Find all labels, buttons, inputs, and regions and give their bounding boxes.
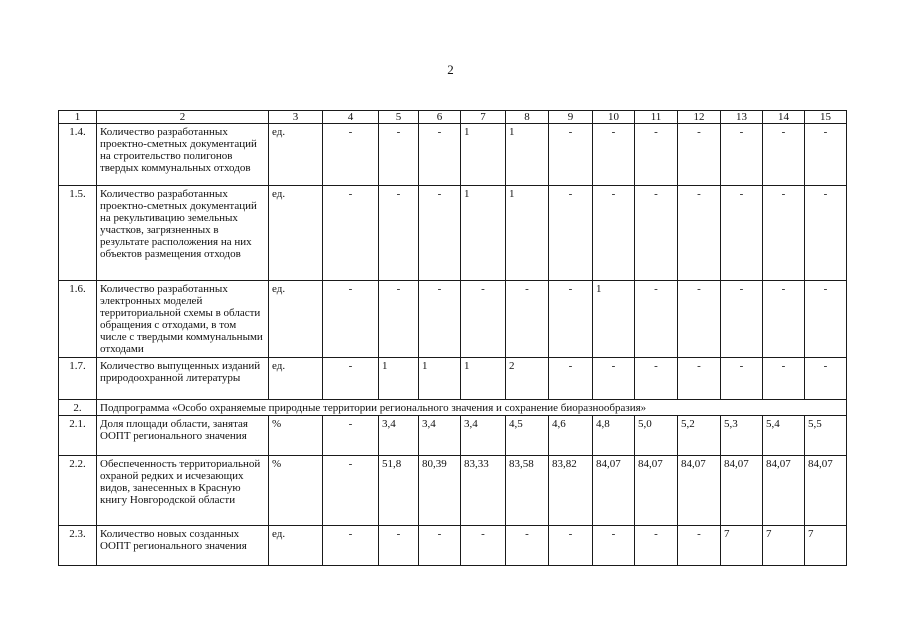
value-cell: -	[379, 281, 419, 358]
value-cell: -	[506, 281, 549, 358]
header-cell: 15	[805, 111, 847, 124]
row-number-cell: 1.6.	[59, 281, 97, 358]
value-cell: 80,39	[419, 456, 461, 526]
value-cell: 2	[506, 358, 549, 400]
header-cell: 8	[506, 111, 549, 124]
value-cell: 5,4	[763, 416, 805, 456]
value-cell: -	[549, 186, 593, 281]
value-cell: -	[635, 124, 678, 186]
value-cell: -	[419, 186, 461, 281]
value-cell: -	[678, 186, 721, 281]
value-cell: -	[635, 358, 678, 400]
value-cell: -	[635, 281, 678, 358]
header-cell: 10	[593, 111, 635, 124]
value-cell: -	[323, 186, 379, 281]
row-number-cell: 1.4.	[59, 124, 97, 186]
value-cell: -	[549, 526, 593, 566]
table-row	[59, 186, 847, 281]
table-row	[59, 358, 847, 400]
header-cell: 3	[269, 111, 323, 124]
value-cell: -	[323, 526, 379, 566]
header-cell: 14	[763, 111, 805, 124]
table-body	[59, 111, 847, 566]
value-cell: -	[678, 281, 721, 358]
value-cell: 1	[506, 124, 549, 186]
unit-cell: ед.	[269, 526, 323, 566]
value-cell: -	[678, 526, 721, 566]
indicator-name-cell: Количество выпущенных изданий природоохранной литературы	[97, 358, 269, 400]
value-cell: -	[805, 281, 847, 358]
indicator-name-cell: Количество разработанных электронных моделей территориальной схемы в области обращения с отходами, в том числе с твердыми коммунальными отходами	[97, 281, 269, 358]
value-cell: 84,07	[593, 456, 635, 526]
unit-cell: ед.	[269, 358, 323, 400]
value-cell: -	[379, 526, 419, 566]
value-cell: -	[635, 526, 678, 566]
value-cell: 83,82	[549, 456, 593, 526]
value-cell: 5,3	[721, 416, 763, 456]
value-cell: 4,5	[506, 416, 549, 456]
value-cell: 1	[461, 124, 506, 186]
value-cell: -	[419, 281, 461, 358]
value-cell: -	[635, 186, 678, 281]
unit-cell: %	[269, 456, 323, 526]
subprogram-row	[59, 400, 847, 416]
value-cell: 5,0	[635, 416, 678, 456]
row-number-cell: 2.2.	[59, 456, 97, 526]
header-row	[59, 111, 847, 124]
value-cell: 5,2	[678, 416, 721, 456]
table-row	[59, 456, 847, 526]
value-cell: -	[506, 526, 549, 566]
value-cell: -	[323, 358, 379, 400]
indicator-name-cell: Доля площади области, занятая ООПТ регионального значения	[97, 416, 269, 456]
value-cell: 1	[593, 281, 635, 358]
value-cell: -	[461, 281, 506, 358]
row-number-cell: 2.1.	[59, 416, 97, 456]
indicator-name-cell: Количество разработанных проектно-сметных документаций на рекультивацию земельных участков, загрязненных в результате расположения на них объектов размещения отходов	[97, 186, 269, 281]
header-cell: 2	[97, 111, 269, 124]
value-cell: -	[461, 526, 506, 566]
value-cell: 1	[461, 358, 506, 400]
header-cell: 1	[59, 111, 97, 124]
value-cell: -	[805, 186, 847, 281]
value-cell: -	[379, 186, 419, 281]
header-cell: 11	[635, 111, 678, 124]
header-cell: 12	[678, 111, 721, 124]
value-cell: 4,8	[593, 416, 635, 456]
indicator-name-cell: Обеспеченность территориальной охраной редких и исчезающих видов, занесенных в Красную книгу Новгородской области	[97, 456, 269, 526]
header-cell: 4	[323, 111, 379, 124]
header-cell: 13	[721, 111, 763, 124]
value-cell: 1	[419, 358, 461, 400]
value-cell: 3,4	[461, 416, 506, 456]
table-row	[59, 416, 847, 456]
value-cell: 84,07	[805, 456, 847, 526]
value-cell: -	[678, 124, 721, 186]
value-cell: -	[593, 124, 635, 186]
table-row	[59, 281, 847, 358]
value-cell: -	[549, 124, 593, 186]
value-cell: 3,4	[419, 416, 461, 456]
value-cell: -	[419, 526, 461, 566]
header-cell: 5	[379, 111, 419, 124]
value-cell: -	[323, 456, 379, 526]
header-cell: 7	[461, 111, 506, 124]
value-cell: -	[805, 358, 847, 400]
value-cell: 51,8	[379, 456, 419, 526]
value-cell: -	[805, 124, 847, 186]
page-number: 2	[447, 62, 454, 77]
value-cell: -	[419, 124, 461, 186]
value-cell: -	[678, 358, 721, 400]
subprogram-title-cell: Подпрограмма «Особо охраняемые природные территории регионального значения и сохранение биоразнообразия»	[97, 400, 847, 416]
value-cell: 84,07	[635, 456, 678, 526]
unit-cell: %	[269, 416, 323, 456]
value-cell: -	[721, 281, 763, 358]
value-cell: -	[379, 124, 419, 186]
value-cell: 7	[763, 526, 805, 566]
unit-cell: ед.	[269, 186, 323, 281]
value-cell: -	[593, 526, 635, 566]
value-cell: 84,07	[721, 456, 763, 526]
row-number-cell: 1.7.	[59, 358, 97, 400]
row-number-cell: 2.3.	[59, 526, 97, 566]
unit-cell: ед.	[269, 124, 323, 186]
value-cell: -	[721, 124, 763, 186]
table-row	[59, 124, 847, 186]
row-number-cell: 2.	[59, 400, 97, 416]
value-cell: 3,4	[379, 416, 419, 456]
value-cell: -	[323, 281, 379, 358]
value-cell: 5,5	[805, 416, 847, 456]
header-cell: 6	[419, 111, 461, 124]
unit-cell: ед.	[269, 281, 323, 358]
indicator-name-cell: Количество новых созданных ООПТ регионального значения	[97, 526, 269, 566]
value-cell: 83,58	[506, 456, 549, 526]
value-cell: 84,07	[763, 456, 805, 526]
value-cell: 1	[461, 186, 506, 281]
value-cell: 4,6	[549, 416, 593, 456]
value-cell: -	[593, 186, 635, 281]
value-cell: -	[721, 358, 763, 400]
value-cell: -	[763, 124, 805, 186]
value-cell: 1	[506, 186, 549, 281]
value-cell: -	[323, 416, 379, 456]
value-cell: 7	[721, 526, 763, 566]
header-cell: 9	[549, 111, 593, 124]
value-cell: -	[763, 186, 805, 281]
value-cell: 7	[805, 526, 847, 566]
table-row	[59, 526, 847, 566]
value-cell: -	[763, 281, 805, 358]
value-cell: -	[721, 186, 763, 281]
value-cell: -	[593, 358, 635, 400]
value-cell: -	[323, 124, 379, 186]
indicator-name-cell: Количество разработанных проектно-сметных документаций на строительство полигонов твердых коммунальных отходов	[97, 124, 269, 186]
value-cell: 1	[379, 358, 419, 400]
row-number-cell: 1.5.	[59, 186, 97, 281]
value-cell: -	[549, 358, 593, 400]
value-cell: -	[763, 358, 805, 400]
indicators-table	[58, 110, 847, 566]
value-cell: 84,07	[678, 456, 721, 526]
value-cell: 83,33	[461, 456, 506, 526]
value-cell: -	[549, 281, 593, 358]
